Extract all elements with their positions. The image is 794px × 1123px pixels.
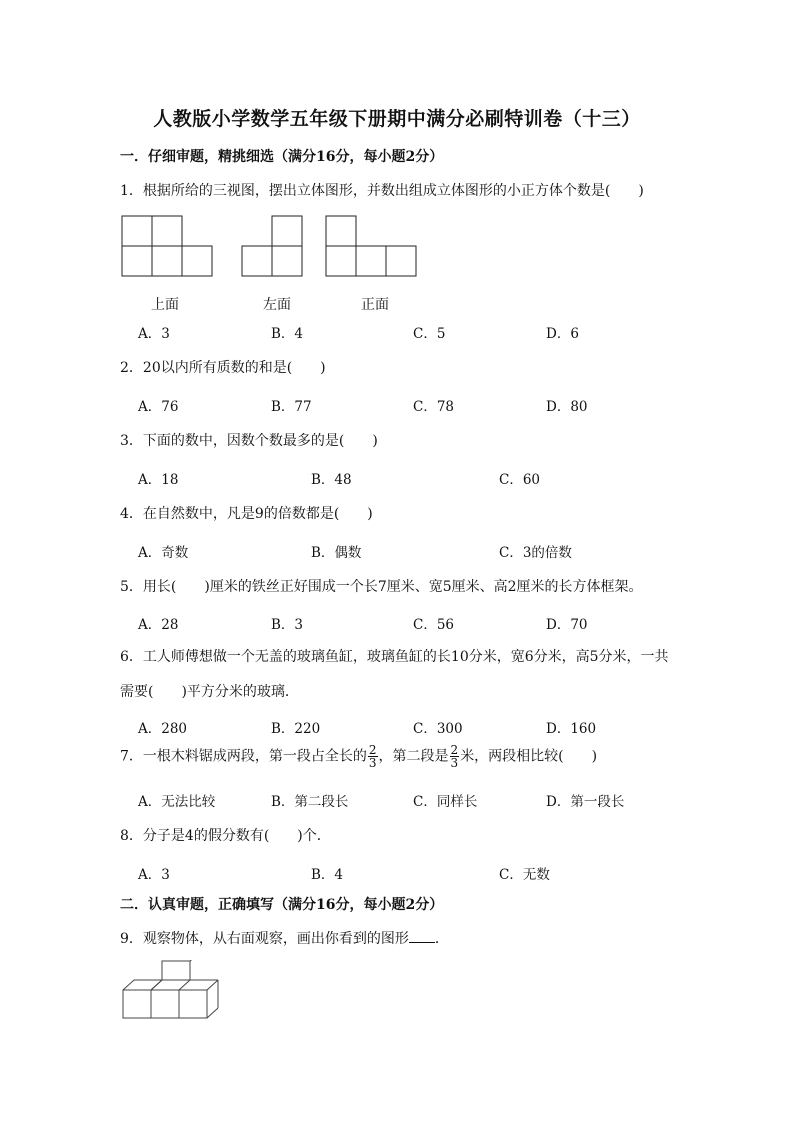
q6-option-a[interactable]: A．280 [138,721,188,737]
q3-option-b[interactable]: B．48 [311,472,352,488]
question-8-text: 8．分子是4的假分数有( )个． [120,828,331,844]
q8-option-b[interactable]: B．4 [311,867,344,883]
q9-answer-blank[interactable] [409,930,435,943]
view-label-front: 正面 [361,297,389,313]
three-view-figures [120,214,420,280]
q6-option-d[interactable]: D．160 [546,721,597,737]
front-view-figure [326,216,416,276]
q5-option-a[interactable]: A．28 [138,617,179,633]
question-9-text [120,928,449,948]
question-3-text: 3．下面的数中，因数个数最多的是( ) [120,433,378,449]
q6-option-b[interactable]: B．220 [271,721,321,737]
q7-fraction-2 [450,744,460,769]
left-view-figure [242,216,302,276]
q2-option-d[interactable]: D．80 [546,399,588,415]
page-title: 人教版小学数学五年级下册期中满分必刷特训卷（十三） [153,108,641,130]
question-6-text-line1: 6．工人师傅想做一个无盖的玻璃鱼缸，玻璃鱼缸的长10分米，宽6分米，高5分米，一共 [120,649,669,665]
q7-option-a[interactable]: A．无法比较 [138,794,216,810]
q9-text-main: 9．观察物体，从右面观察，画出你看到的图形 [120,931,409,947]
section-heading-1: 一．仔细审题，精挑细选（满分16分，每小题2分） [120,149,444,165]
q2-option-a[interactable]: A．76 [138,399,179,415]
q7-fraction-1-numerator: 2 [368,743,377,757]
q1-option-a[interactable]: A．3 [138,326,170,342]
q7-option-c[interactable]: C．同样长 [413,794,478,810]
q8-option-c[interactable]: C．无数 [499,867,550,883]
q2-option-c[interactable]: C．78 [413,399,455,415]
q9-solid-figure-lines [123,960,218,1018]
q7-fraction-1-denominator: 3 [368,756,377,770]
q4-option-b[interactable]: B．偶数 [311,545,362,561]
q3-option-c[interactable]: C．60 [499,472,541,488]
q5-option-c[interactable]: C．56 [413,617,455,633]
q5-option-b[interactable]: B．3 [271,617,304,633]
q6-option-c[interactable]: C．300 [413,721,463,737]
q9-solid-figure [120,960,220,1024]
q1-option-d[interactable]: D．6 [546,326,579,342]
question-2-text: 2．20以内所有质数的和是( ) [120,360,326,376]
question-1-text: 1．根据所给的三视图，摆出立体图形，并数出组成立体图形的小正方体个数是( ) [120,183,644,199]
q3-option-a[interactable]: A．18 [138,472,179,488]
q7-fraction-2-numerator: 2 [450,743,459,757]
q7-option-d[interactable]: D．第一段长 [546,794,625,810]
q2-option-b[interactable]: B．77 [271,399,312,415]
q7-fraction-1 [368,744,378,769]
q7-fraction-2-denominator: 3 [450,756,459,770]
question-5-text: 5．用长( )厘米的铁丝正好围成一个长7厘米、宽5厘米、高2厘米的长方体框架。 [120,579,643,595]
section-heading-2: 二．认真审题，正确填写（满分16分，每小题2分） [120,897,444,913]
q5-option-d[interactable]: D．70 [546,617,588,633]
q7-option-b[interactable]: B．第二段长 [271,794,349,810]
question-4-text: 4．在自然数中，凡是9的倍数都是( ) [120,506,373,522]
q4-option-a[interactable]: A．奇数 [138,545,189,561]
q7-part3: 米，两段相比较( ) [460,748,598,765]
q1-option-c[interactable]: C．5 [413,326,446,342]
q7-part1: 7．一根木料锯成两段，第一段占全长的 [120,748,367,765]
view-label-top: 上面 [151,297,179,313]
q8-option-a[interactable]: A．3 [138,867,170,883]
q9-text-end: ． [434,931,449,947]
question-7-text [120,744,597,769]
question-6-text-line2: 需要( )平方分米的玻璃． [120,684,299,700]
top-view-figure [122,216,212,276]
q1-option-b[interactable]: B．4 [271,326,304,342]
q7-part2: ，第二段是 [378,748,449,765]
q4-option-c[interactable]: C．3的倍数 [499,545,572,561]
view-label-left: 左面 [263,297,291,313]
